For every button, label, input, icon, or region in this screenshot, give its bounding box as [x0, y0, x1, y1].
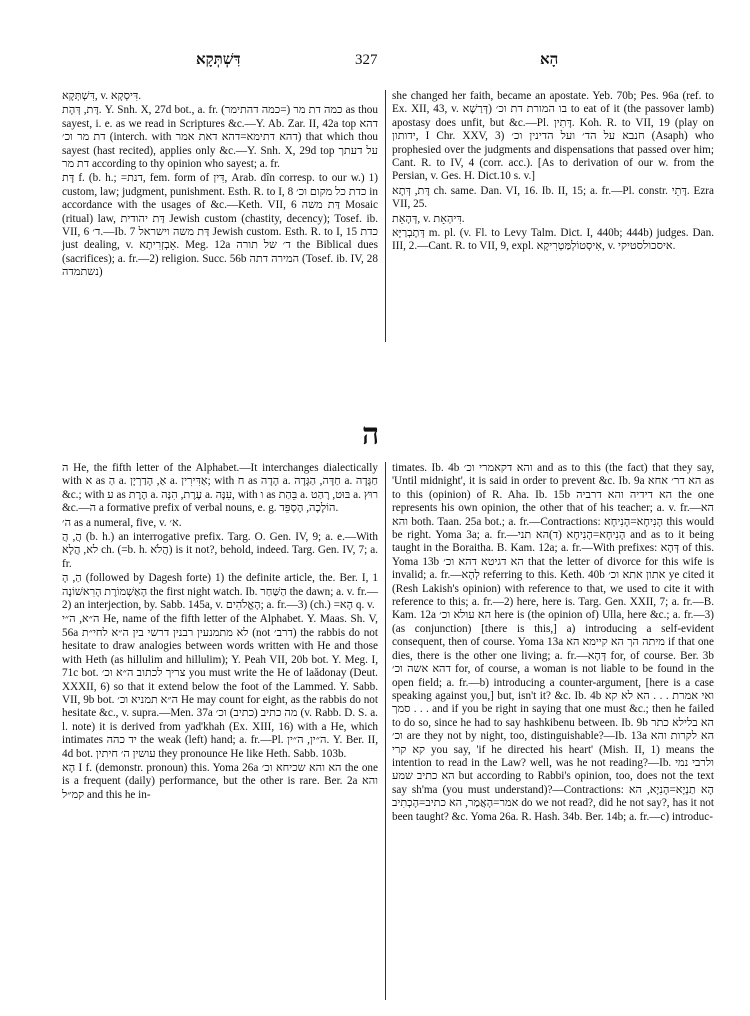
entry-he-letter: ה He, the fifth letter of the Alphabet.—It interchanges dialectically with א as הַ a. אַ, הָדַרְיָן a. אַדִּירִין; with ח as הָדָה a. חַדָּה, הַגָּדָה a. חַגָּדָה &c.; with ע as הֶרֶת a. עֶרֶת, הִנָּה a. עִנָּה, with ו as בֵּהַת a. בּוּט, רָהַט a. רוּץ &c.—ה a formative prefix of verbal nouns, e. g. הוֹלָכָה, הֶסְפֵּד.	[62, 462, 379, 515]
entry-he-name: ה״א, ה״י He, name of the fifth letter of the Alphabet. Y. Maas. Sh. V, 56a לא מתמנעין רבנין דרשי בין ה״א לחי״ת (not דרב׳) the rabbis do not hesitate to draw analogies between words written with He and those with Heth (as hillulim and hillulim); Y. Peah VII, 20b bot. Y. Meg. I, 71c bot. צריך לכתוב ה״א וכ׳ you must write the He of laădonay (Deut. XXXII, 6) so that it extend below the foot of the Lammed. Y. Sabb. VII, 9b bot. ה״א תמניא וכ׳ He may count for eight, as the rabbis do not hesitate &c., v. supra.—Men. 37a מה כתיב (כתיב) וכ׳ (v. Rabb. D. S. a. l. note) it is derived from yad'khah (Ex. XIII, 16) with a He, which intimates יד כהה the weak (left) hand; a. fr.—Pl. ה״ין, ה״ין. Y. Ber. II, 4d bot. עושין ה׳ חיתין they pronounce He like Heth. Sabb. 103b.	[62, 613, 379, 760]
column-divider-top	[385, 90, 386, 342]
entry-ha-continued: timates. Ib. 4b והא דקאמרי וכ׳ and as to this (the fact) that they say, 'Until midnight', it is said in order to prevent &c. Ib. 9a הא דר׳ אחא as to this (opinion) of R. Aha. Ib. 15b הא דידיה והא דרביה the one represents his own opinion, the other that of his teacher; a. v. fr.—הא והא both. Taan. 25a bot.; a. fr.—Contractions: הָנִיחָא=הָנִיחָא this would be right. Yoma 3a; a. fr.—הָנִיחָא=הָנִיחָא (ד)הא תני and as to it being taught in the Boraitha. B. Kam. 12a; a. fr.—With prefixes: דְּהָא of this. Yoma 13b הא דגיטא דהא וכ׳ that the letter of divorce for this wife is invalid; a. fr.—לְהָא referring to this. Keth. 40b אתון אתא וכ׳ ye cited it (Resh Lakish's opinion) with reference to that, we used to cite it with reference to this; a. fr.—2) here, here is. Targ. Gen. XXII, 7; a. fr.—B. Kam. 12a הא עולא וכ׳ here is (the opinion of) Ulla, here &c.; a. fr.—3) (as conjunction) [there is this,] a) introducing a self-evident consequent, then of course. Yoma 13a מיתה הך הא קיימא הא if that one dies, there is the other one living; a. fr.—דְּהָא for, of course. Ber. 3b דהא אשה וכ׳ for, of course, a woman is not liable to be found in the open field; a. fr.—b) introducing a counter-argument, [here is a case speaking against you,] but, isn't it? &c. Ib. 4b ואי אמרת . . . הא לא קא סמך . . . and if you be right in saying that one must &c.; then he failed to do so, since he had to say hashkibenu between. Ib. 9b הא בלילא כתר וכ׳ are they not by night, too, distinguishable?—Ib. 13a הא לקרות והא קא קרי you say, 'if he directed his heart' (Mish. II, 1) means the intention to read in the Law? well, was he not reading?—Ib. ולרבי נמי הא כתיב שמע but according to Rabbi's opinion, too, does not the text say sh'ma (you must understand)?—Contractions: הָא תַנְיָא=הָנִיָא, הא אמר=הָאֲמַר, הא כתיב=הָכְתִיב do we not read?, did he not say?, has it not been taught? &c. Yoma 26a. R. Hash. 34b. Ber. 14b; a. fr.—c) introduc-	[392, 462, 715, 823]
column-divider-bottom	[385, 462, 386, 1000]
page-number: 327	[355, 52, 378, 68]
column-top-right	[392, 90, 714, 255]
entry-dat-continued: she changed her faith, became an apostate. Yeb. 70b; Pes. 96a (ref. to Ex. XII, 43, v. דְּרַשָׁא) בו המורת דת וכ׳ to eat of it (the passover lamb) apostasy does unfit, but &c.—Pl. דָּתִין. Koh. R. to VII, 19 (play on ידותון, I Chr. XXV, 3) חנבא על הד׳ ועל הדינין וכ׳ (Asaph) who prophesied over the judgments and dispensations that passed over him; Cant. R. to IV, 4 (corr. acc.). [As to derivation of our w. from the Persian, v. Ges. H. Dict.10 s. v.]	[392, 90, 715, 183]
running-head-right-word: הָא	[540, 52, 559, 68]
entry-ha-demonstrative: הָא I f. (demonstr. pronoun) this. Yoma 26a הא והא שכיחא וכ׳ the one is a frequent (daily) performance, but the other is rare. Ber. 2a והא קמ״ל and this he in-	[62, 761, 378, 801]
entry-definite-article: הַ, הָ (followed by Dagesh forte) 1) the definite article, the. Ber. I, 1 הָאַשְׁמוֹרֶת הָרִאשׁוֹנָה the first night watch. Ib. הַשַּׁחַר the dawn; a. v. fr.—2) an interjection, by. Sabb. 145a, v. הָאֱלֹהִים; a. fr.—3) (ch.) =הָא q. v.	[62, 572, 379, 612]
entry-data-ch: דָּת, דְּתָא ch. same. Dan. VI, 16. Ib. II, 15; a. fr.—Pl. constr. דָּתֵי. Ezra VII, 25.	[392, 184, 714, 211]
entry-detabraya: דְּתָבְרַיָּא m. pl. (v. Fl. to Levy Talm. Dict. I, 440b; 444b) judges. Dan. III, 2.—Cant. R. to VII, 9, expl. אִיסְטוֹלְמַּטְרִיקָא, v. איסכולסטיקי.	[392, 227, 714, 253]
column-bottom-right	[392, 462, 714, 825]
column-top-left	[62, 90, 378, 281]
entry-he-numeral: ה׳ as a numeral, five, v. א׳.	[62, 516, 182, 529]
running-head	[0, 52, 750, 74]
entry-dishtka: דִּשְׁתְּקָא, v. דִּיסְקָא.	[62, 90, 142, 102]
entry-dat-mar: דָּת, דְּהָת. Y. Snh. X, 27d bot., a. fr. כמה דת מר (=כמה דהתימר) as thou sayest, i. e. as we read in Scriptures &c.—Y. Ab. Zar. II, 42a top דהא דת מר וכ׳ (interch. with דהא דתימא=דהא דאת אמר) that which thou sayest (hast recited), applies only &c.—Y. Snh. X, 29d top על דעתך דת מר according to thy opinion who sayest; a. fr.	[62, 104, 379, 171]
running-head-left-word: דִּשְׁתְּקָא	[196, 52, 241, 68]
section-letter-he: ה	[362, 418, 380, 451]
column-bottom-left	[62, 462, 378, 803]
entry-interrogative-prefix: הֲ, הֲ (b. h.) an interrogative prefix. Targ. O. Gen. IV, 9; a. e.—With לא, הֲלָא ch. (=b. h. הֲלֹא) is it not?, behold, indeed. Targ. Gen. IV, 7; a. fr.	[62, 531, 378, 570]
entry-dehaet: דְּהָאֵת, v. דִּיהְאָת.	[392, 212, 465, 225]
entry-dat-law: דָּת f. (b. h.; =דנת, fem. form of דִּין, Arab. dîn corresp. to our w.) 1) custom, law; judgment, punishment. Esth. R. to I, 8 כדת כל מקום וכ׳ in accordance with the usages of &c.—Keth. VII, 6 דַּת משה Mosaic (ritual) law, דַּת יהודית Jewish custom (chastity, decency); Tosef. ib. VII, 6 ד׳.—Ib. 7 דַּת משה וישראל Jewish custom. Esth. R. to I, 15 כדת just dealing, v. אֵבְזְרִיתָא. Meg. 12a ד׳ של תורה the Biblical dues (sacrifices); a. fr.—2) religion. Succ. 56b המירה דתה (Tosef. ib. IV, 28 נשתמדה)	[62, 172, 379, 279]
